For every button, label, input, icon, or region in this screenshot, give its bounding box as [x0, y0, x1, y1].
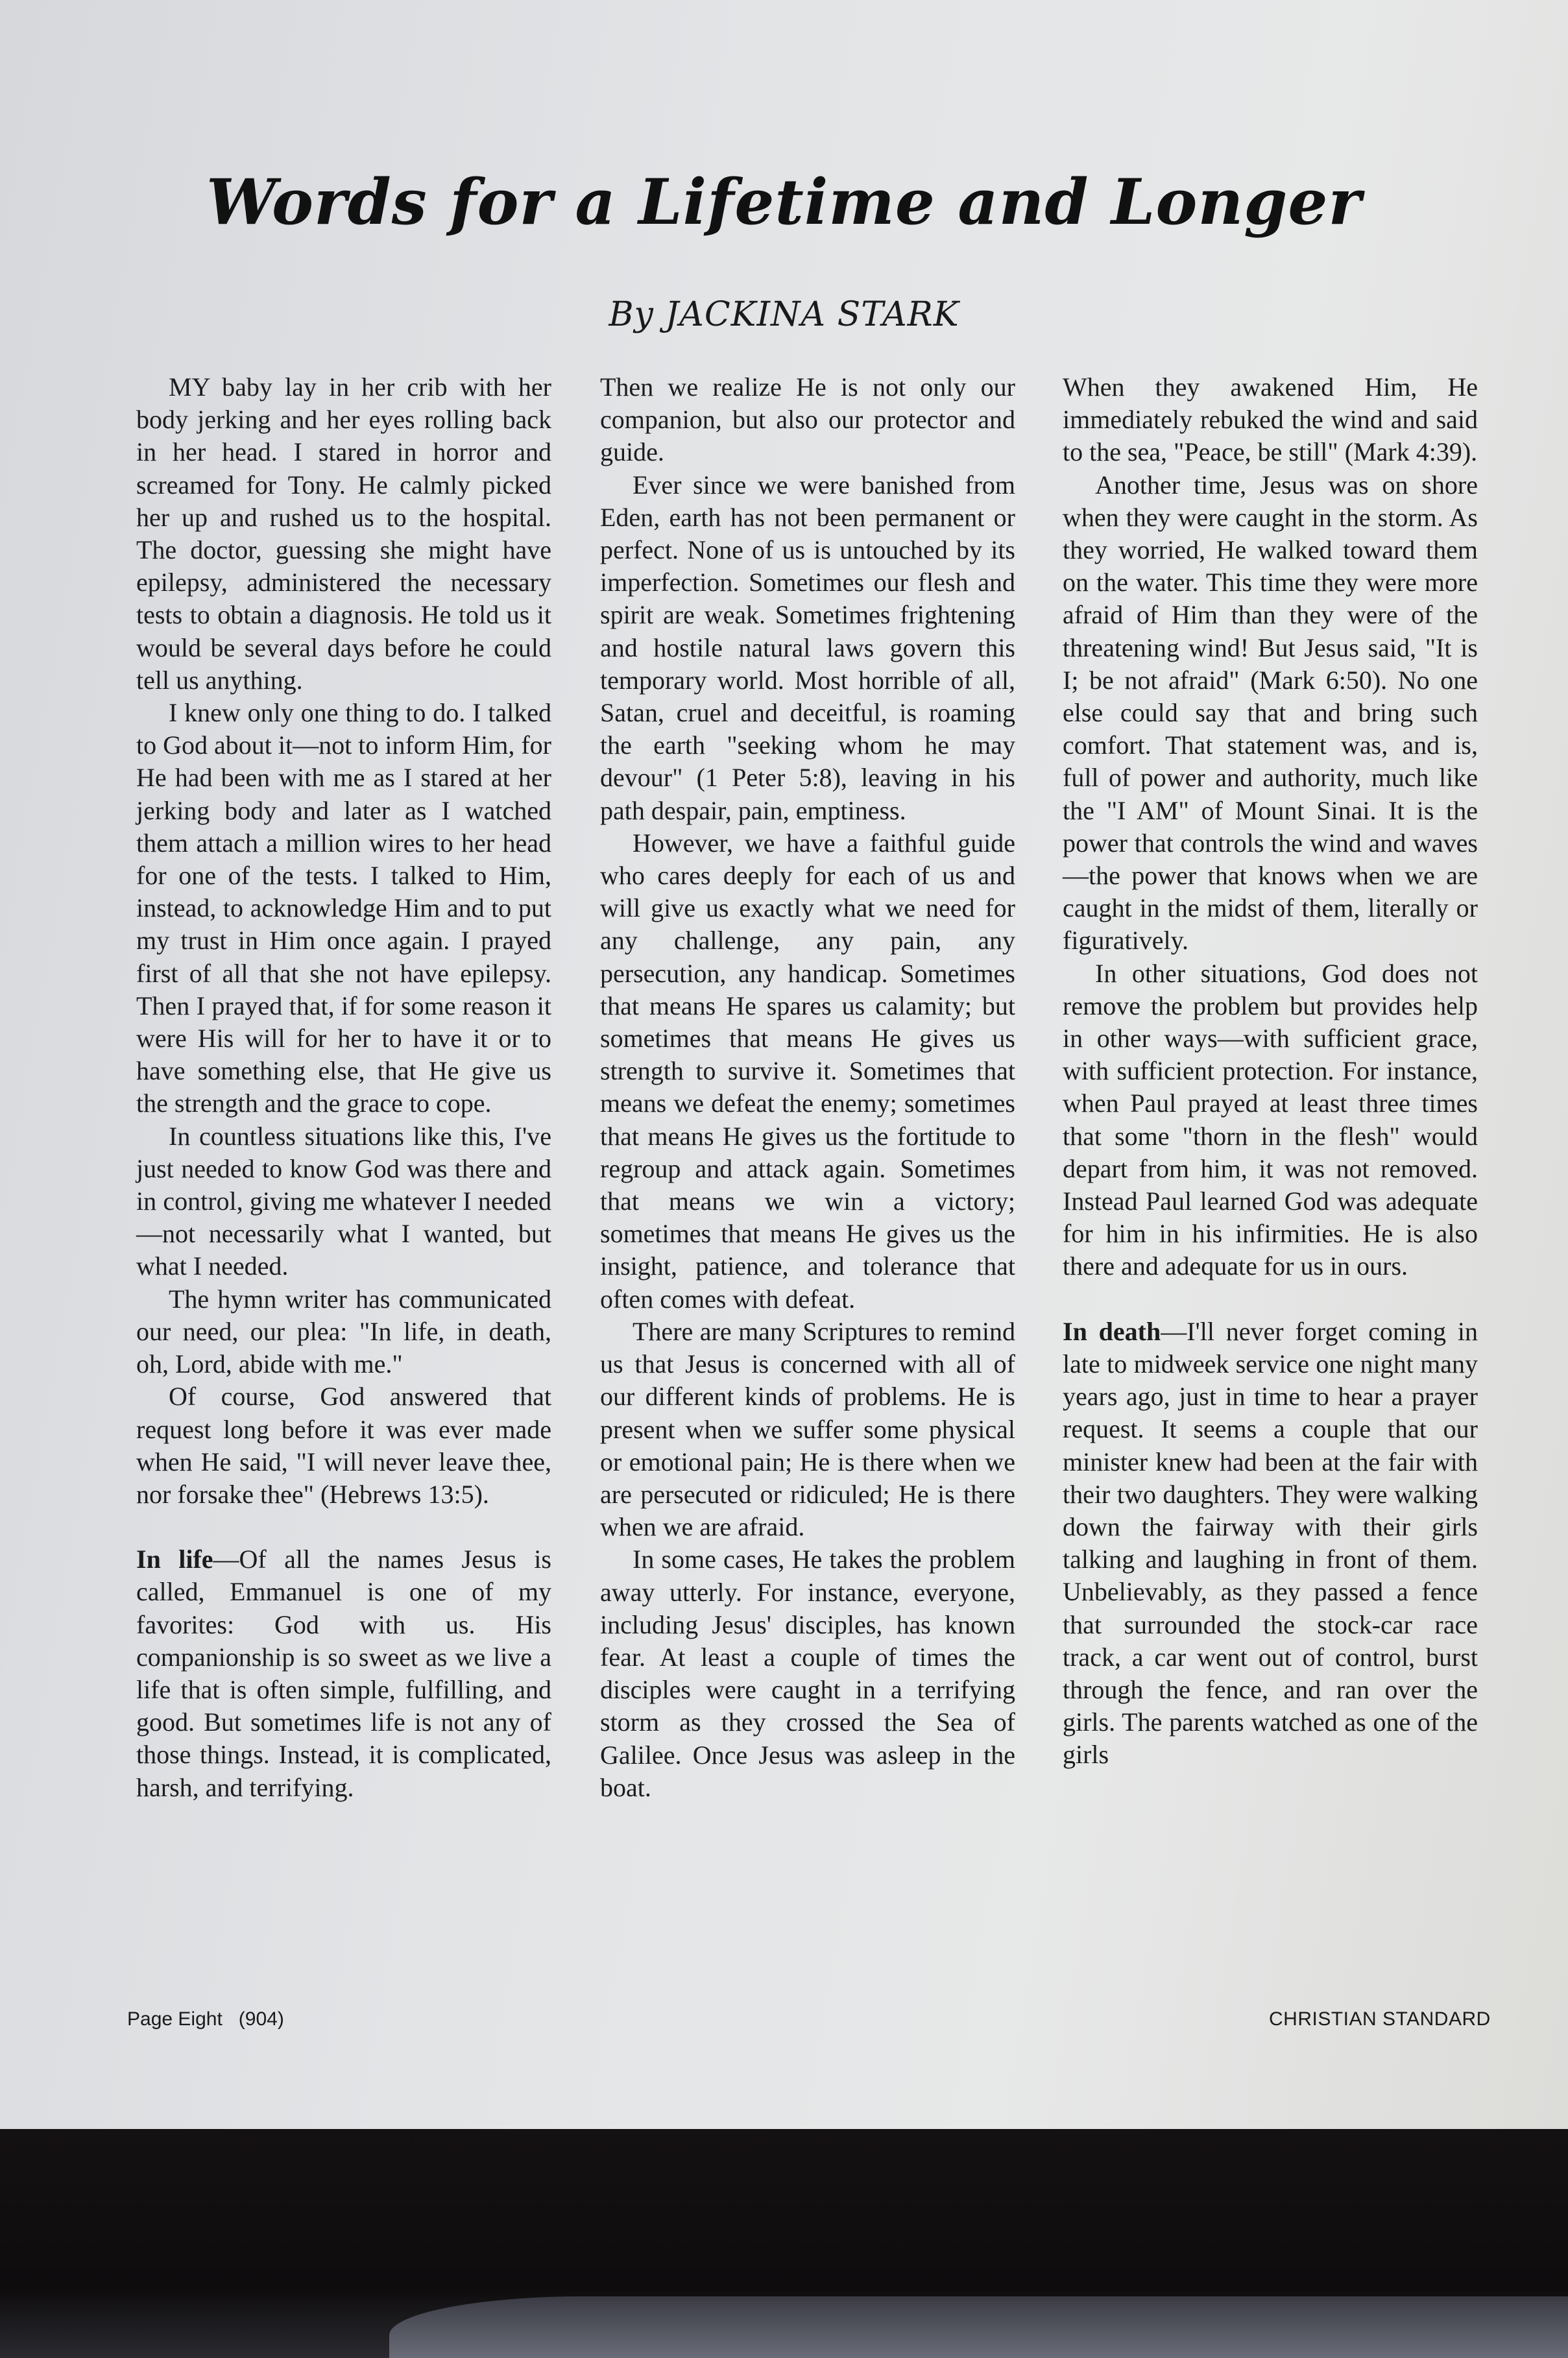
- paragraph: However, we have a faithful guide who cares deeply for each of us and will give us exactly what we need for any challenge, any pain, any persecution, any handicap. Sometimes that means He spares us calamity; but sometimes that means He gives us strength to survive it. Sometimes that means we defeat the enemy; sometimes that means He gives us the fortitude to regroup and attack again. Sometimes that means we win a victory; sometimes that means He gives us the insight, patience, and tolerance that often comes with defeat.: [600, 828, 1015, 1314]
- paragraph: When they awakened Him, He immediately rebuked the wind and said to the sea, "Peace, be still" (Mark 4:39).: [1063, 372, 1478, 467]
- publication-name: CHRISTIAN STANDARD: [1269, 2008, 1491, 2030]
- paragraph: Another time, Jesus was on shore when they were caught in the storm. As they worried, He walked toward them on the water. This time they were more afraid of Him than they were of the threatening wind! But Jesus said, "It is I; be not afraid" (Mark 6:50). No one else could say that and bring such comfort. That statement was, and is, full of power and authority, much like the "I AM" of Mount Sinai. It is the power that controls the wind and waves—the power that knows when we are caught in the midst of them, literally or figuratively.: [1063, 470, 1478, 956]
- byline: By JACKINA STARK: [609, 295, 959, 334]
- paragraph: Then we realize He is not only our companion, but also our protector and guide.: [600, 372, 1015, 467]
- paragraph: In some cases, He takes the problem away utterly. For instance, everyone, including Jesus' disciples, has known fear. At least a couple of times the disciples were caught in a terrifying storm as they crossed the Sea of Galilee. Once Jesus was asleep in the boat.: [600, 1545, 1015, 1802]
- paragraph: Ever since we were banished from Eden, earth has not been permanent or perfect. None of us is untouched by its imperfection. Sometimes our flesh and spirit are weak. Sometimes frightening and hostile natural laws govern this temporary world. Most horrible of all, Satan, cruel and deceitful, is roaming the earth "seeking whom he may devour" (1 Peter 5:8), leaving in his path despair, pain, emptiness.: [600, 470, 1015, 825]
- column-2: [600, 371, 1015, 1804]
- paragraph: In other situations, God does not remove the problem but provides help in other ways—with sufficient grace, with sufficient protection. For instance, when Paul prayed at least three times that some "thorn in the flesh" would depart from him, it was not removed. Instead Paul learned God was adequate for him in his infirmities. He is also there and adequate for us in ours.: [1063, 958, 1478, 1281]
- paragraph: The hymn writer has communicated our need, our plea: "In life, in death, oh, Lord, abide with me.": [136, 1284, 551, 1379]
- paragraph: There are many Scriptures to remind us that Jesus is concerned with all of our different kinds of problems. He is present when we suffer some physical or emotional pain; He is there when we are persecuted or ridiculed; He is there when we are afraid.: [600, 1316, 1015, 1542]
- background-cloth: [389, 2296, 1568, 2358]
- page-number: Page Eight (904): [127, 2008, 284, 2030]
- paragraph: In countless situations like this, I've just needed to know God was there and in control, giving me whatever I needed—not necessarily what I wanted, but what I needed.: [136, 1121, 551, 1281]
- article-title: Words for a Lifetime and Longer: [206, 165, 1362, 239]
- bleed-through-text: [350, 71, 375, 155]
- section-text: —Of all the names Jesus is called, Emmanuel is one of my favorites: God with us. His companionship is so sweet as we live a life that is often simple, fulfilling, and good. But sometimes life is not any of those things. Instead, it is complicated, harsh, and terrifying.: [136, 1545, 551, 1802]
- paragraph: Of course, God answered that request long before it was ever made when He said, "I will never leave thee, nor forsake thee" (Hebrews 13:5).: [136, 1382, 551, 1509]
- column-3: [1063, 371, 1478, 1772]
- paragraph: MY baby lay in her crib with her body jerking and her eyes rolling back in her head. I stared in horror and screamed for Tony. He calmly picked her up and rushed us to the hospital. The doctor, guessing she might have epilepsy, administered the necessary tests to obtain a diagnosis. He told us it would be several days before he could tell us anything.: [136, 372, 551, 695]
- section-in-death: [1063, 1316, 1478, 1772]
- section-in-life: [136, 1543, 551, 1804]
- section-heading: In life: [136, 1545, 213, 1574]
- section-heading: In death: [1063, 1316, 1161, 1346]
- paragraph: I knew only one thing to do. I talked to God about it—not to inform Him, for He had been with me as I stared at her jerking body and later as I watched them attach a million wires to her head for one of the tests. I talked to Him, instead, to acknowledge Him and to put my trust in Him once again. I prayed first of all that she not have epilepsy. Then I prayed that, if for some reason it were His will for her to have it or to have something else, that He give us the strength and the grace to cope.: [136, 698, 551, 1118]
- column-1: [136, 371, 551, 1804]
- section-text: —I'll never forget coming in late to midweek service one night many years ago, just in time to hear a prayer request. It seems a couple that our minister knew had been at the fair with their two daughters. They were walking down the fairway with their girls talking and laughing in front of them. Unbelievably, as they passed a fence that surrounded the stock-car race track, a car went out of control, burst through the fence, and ran over the girls. The parents watched as one of the girls: [1063, 1316, 1478, 1770]
